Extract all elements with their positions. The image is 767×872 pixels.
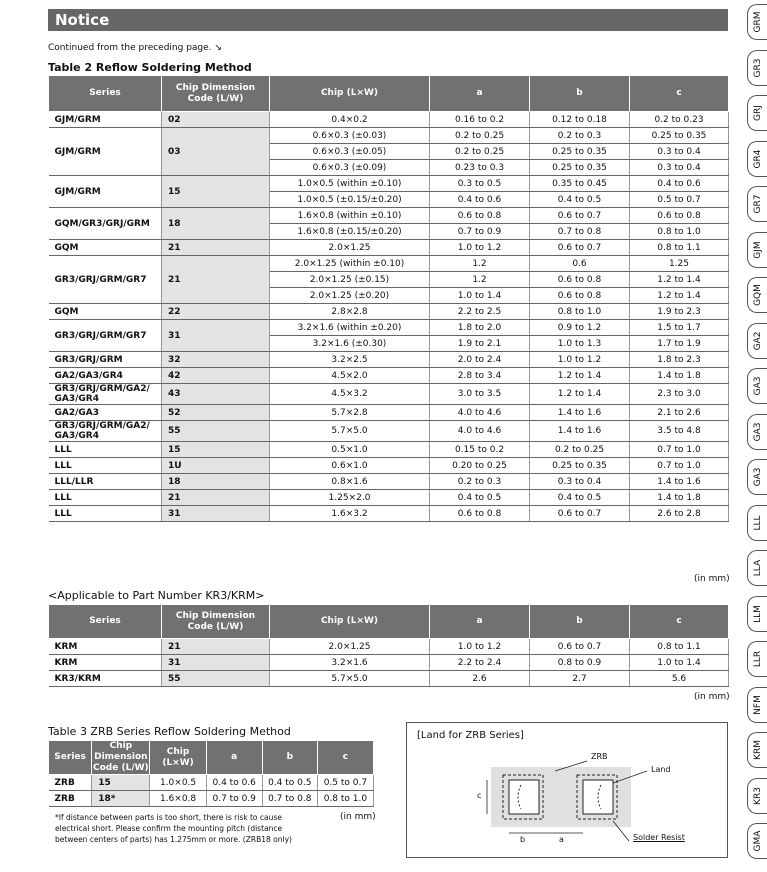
cell-chip: 3.2×1.6 (±0.30) <box>270 336 430 352</box>
zrb-label: ZRB <box>591 752 608 761</box>
side-tab[interactable] <box>747 50 767 86</box>
cell-chip: 1.0×0.5 (±0.15/±0.20) <box>270 192 430 208</box>
col-code: Chip Dimension Code (L/W) <box>162 76 270 112</box>
cell-c: 0.2 to 0.23 <box>630 112 729 128</box>
table-row <box>49 655 729 671</box>
cell-series: LLL <box>49 442 162 458</box>
pad-left <box>509 780 539 814</box>
cell-b: 1.0 to 1.3 <box>530 336 630 352</box>
cell-a: 0.23 to 0.3 <box>430 160 530 176</box>
table3-note: *If distance between parts is too short, there is risk to cause electrical short. Please confirm the mounting pitch (distance between centers of parts) has 1.275mm or more. (ZRB18 only) <box>55 813 292 844</box>
cell-chip: 0.6×0.3 (±0.09) <box>270 160 430 176</box>
cell-code: 21 <box>162 490 270 506</box>
cell-series: KR3/KRM <box>49 671 162 687</box>
cell-chip: 1.6×0.8 <box>150 791 206 807</box>
cell-code: 21 <box>162 639 270 655</box>
table-row <box>49 775 374 791</box>
cell-code: 42 <box>162 368 270 384</box>
col-code: Chip Dimension Code (L/W) <box>93 741 149 773</box>
cell-b: 0.6 to 0.7 <box>530 208 630 224</box>
cell-chip: 1.25×2.0 <box>270 490 430 506</box>
continued-note <box>48 43 222 53</box>
cell-code: 22 <box>162 304 270 320</box>
side-tab-label: KRM <box>752 740 763 760</box>
side-tab[interactable] <box>747 4 767 40</box>
cell-series: GR3/GRJ/GRM/GR7 <box>49 320 162 352</box>
dim-c-label: c <box>477 791 482 800</box>
arrow-down-right-icon: ↘ <box>214 43 222 53</box>
cell-series: ZRB <box>49 775 92 791</box>
cell-chip: 3.2×2.5 <box>270 352 430 368</box>
cell-b: 0.6 to 0.8 <box>530 288 630 304</box>
table-row <box>49 128 729 144</box>
cell-b: 0.6 to 0.7 <box>530 506 630 522</box>
cell-code: 31 <box>162 655 270 671</box>
col-b: b <box>530 76 630 112</box>
cell-chip: 4.5×3.2 <box>270 384 430 405</box>
cell-series: GA2/GA3/GR4 <box>49 368 162 384</box>
cell-c: 2.3 to 3.0 <box>630 384 729 405</box>
side-tab-label: GMA <box>752 830 763 852</box>
cell-code: 15 <box>162 442 270 458</box>
cell-c: 1.4 to 1.6 <box>630 474 729 490</box>
cell-series: GJM/GRM <box>49 176 162 208</box>
side-tab-label: GA2 <box>752 331 763 350</box>
cell-code: 21 <box>162 240 270 256</box>
cell-c: 1.25 <box>630 256 729 272</box>
cell-a: 0.3 to 0.5 <box>430 176 530 192</box>
cell-series: ZRB <box>49 791 92 807</box>
cell-a: 0.2 to 0.25 <box>430 128 530 144</box>
cell-b: 0.7 to 0.8 <box>262 791 317 807</box>
side-tab[interactable] <box>747 95 767 131</box>
cell-b: 0.25 to 0.35 <box>530 144 630 160</box>
side-tab-label: GQM <box>752 284 763 306</box>
cell-code: 32 <box>162 352 270 368</box>
cell-series: GJM/GRM <box>49 112 162 128</box>
cell-a: 0.16 to 0.2 <box>430 112 530 128</box>
side-tab-label: LLL <box>752 514 763 531</box>
cell-a: 2.6 <box>430 671 530 687</box>
col-chip: Chip (L×W) <box>270 605 430 639</box>
cell-chip: 2.0×1.25 (within ±0.10) <box>270 256 430 272</box>
table-row <box>49 474 729 490</box>
cell-code: 15 <box>162 176 270 208</box>
table-row <box>49 304 729 320</box>
cell-a: 2.0 to 2.4 <box>430 352 530 368</box>
side-tab-label: GRJ <box>752 105 763 121</box>
side-tab[interactable] <box>747 323 767 359</box>
cell-a: 1.2 <box>430 272 530 288</box>
cell-b: 0.4 to 0.5 <box>530 490 630 506</box>
cell-c: 0.5 to 0.7 <box>317 775 373 791</box>
cell-b: 0.25 to 0.35 <box>530 458 630 474</box>
cell-series: KRM <box>49 655 162 671</box>
cell-code: 31 <box>162 506 270 522</box>
cell-series: GQM <box>49 304 162 320</box>
table3-unit: (in mm) <box>340 812 376 822</box>
col-a: a <box>206 741 262 775</box>
side-tab[interactable] <box>747 550 767 586</box>
cell-b: 1.4 to 1.6 <box>530 421 630 442</box>
cell-chip: 0.6×0.3 (±0.05) <box>270 144 430 160</box>
side-tab[interactable] <box>747 823 767 859</box>
col-series: Series <box>49 76 162 112</box>
col-chip: Chip (L×W) <box>150 741 206 775</box>
col-a: a <box>430 76 530 112</box>
kr3-title: <Applicable to Part Number KR3/KRM> <box>48 589 265 602</box>
side-tab-label: GA3 <box>752 422 763 441</box>
table-row <box>49 506 729 522</box>
side-tab-label: GA3 <box>752 467 763 487</box>
cell-chip: 5.7×5.0 <box>270 671 430 687</box>
cell-c: 0.6 to 0.8 <box>630 208 729 224</box>
cell-c: 0.5 to 0.7 <box>630 192 729 208</box>
side-tab-label: GR4 <box>752 149 763 168</box>
side-tab-label: LLM <box>752 604 763 623</box>
cell-series: LLL <box>49 506 162 522</box>
cell-series: GR3/GRJ/GRM <box>49 352 162 368</box>
cell-chip: 1.0×0.5 <box>150 775 206 791</box>
cell-a: 0.2 to 0.3 <box>430 474 530 490</box>
table-row <box>49 256 729 272</box>
cell-c: 1.4 to 1.8 <box>630 368 729 384</box>
cell-c: 1.9 to 2.3 <box>630 304 729 320</box>
table-row <box>49 240 729 256</box>
table-row <box>49 368 729 384</box>
cell-a: 1.2 <box>430 256 530 272</box>
cell-a: 0.6 to 0.8 <box>430 506 530 522</box>
cell-b: 0.2 to 0.3 <box>530 128 630 144</box>
cell-code: 21 <box>162 256 270 304</box>
cell-c: 1.5 to 1.7 <box>630 320 729 336</box>
cell-a: 0.6 to 0.8 <box>430 208 530 224</box>
cell-c: 0.8 to 1.1 <box>630 240 729 256</box>
side-tab-label: GR7 <box>752 194 763 214</box>
cell-chip: 1.6×0.8 (within ±0.10) <box>270 208 430 224</box>
cell-b: 0.6 to 0.8 <box>530 272 630 288</box>
cell-c: 0.8 to 1.0 <box>630 224 729 240</box>
cell-chip: 2.0×1.25 (±0.15) <box>270 272 430 288</box>
side-tab[interactable] <box>747 368 767 404</box>
cell-chip: 5.7×2.8 <box>270 405 430 421</box>
side-tab-label: GJM <box>752 240 763 259</box>
cell-series: LLL <box>49 458 162 474</box>
cell-chip: 0.6×1.0 <box>270 458 430 474</box>
kr3-unit: (in mm) <box>694 692 730 702</box>
cell-a: 0.4 to 0.5 <box>430 490 530 506</box>
side-tab-label: LLA <box>752 559 763 577</box>
cell-chip: 2.8×2.8 <box>270 304 430 320</box>
side-tab[interactable] <box>747 277 767 313</box>
cell-a: 0.7 to 0.9 <box>206 791 262 807</box>
cell-c: 0.7 to 1.0 <box>630 442 729 458</box>
cell-b: 0.9 to 1.2 <box>530 320 630 336</box>
cell-code: 18* <box>92 791 150 807</box>
side-tab[interactable] <box>747 687 767 723</box>
table-row <box>49 791 374 807</box>
cell-b: 0.8 to 1.0 <box>530 304 630 320</box>
cell-a: 2.2 to 2.4 <box>430 655 530 671</box>
side-tab-label: GRM <box>752 11 763 33</box>
col-c: c <box>630 605 729 639</box>
cell-c: 1.2 to 1.4 <box>630 272 729 288</box>
table-row <box>49 421 729 442</box>
col-series: Series <box>49 605 162 639</box>
table-row <box>49 208 729 224</box>
cell-b: 0.8 to 0.9 <box>530 655 630 671</box>
dim-b-label: b <box>520 835 526 844</box>
col-b: b <box>530 605 630 639</box>
cell-c: 2.1 to 2.6 <box>630 405 729 421</box>
cell-a: 0.2 to 0.25 <box>430 144 530 160</box>
cell-chip: 0.4×0.2 <box>270 112 430 128</box>
side-tab[interactable] <box>747 641 767 677</box>
col-c: c <box>317 741 373 775</box>
land-diagram <box>406 722 728 858</box>
table3 <box>48 740 374 807</box>
cell-c: 0.3 to 0.4 <box>630 144 729 160</box>
cell-b: 2.7 <box>530 671 630 687</box>
cell-chip: 0.8×1.6 <box>270 474 430 490</box>
cell-a: 2.2 to 2.5 <box>430 304 530 320</box>
cell-series: GR3/GRJ/GRM/GR7 <box>49 256 162 304</box>
cell-b: 0.4 to 0.5 <box>262 775 317 791</box>
cell-a: 0.20 to 0.25 <box>430 458 530 474</box>
cell-c: 1.4 to 1.8 <box>630 490 729 506</box>
cell-a: 0.7 to 0.9 <box>430 224 530 240</box>
table2-unit: (in mm) <box>694 574 730 584</box>
table-row <box>49 458 729 474</box>
side-tab-label: KR3 <box>752 786 763 805</box>
cell-c: 1.0 to 1.4 <box>630 655 729 671</box>
cell-b: 0.6 to 0.7 <box>530 240 630 256</box>
side-tab-label: NFM <box>752 694 763 715</box>
table3-title: Table 3 ZRB Series Reflow Soldering Method <box>48 725 291 738</box>
kr3-table <box>48 604 729 687</box>
cell-chip: 1.6×0.8 (±0.15/±0.20) <box>270 224 430 240</box>
col-a: a <box>430 605 530 639</box>
dim-a-label: a <box>559 835 564 844</box>
cell-a: 0.4 to 0.6 <box>206 775 262 791</box>
cell-c: 5.6 <box>630 671 729 687</box>
cell-c: 0.25 to 0.35 <box>630 128 729 144</box>
col-chip: Chip (L×W) <box>270 76 430 112</box>
cell-c: 0.8 to 1.1 <box>630 639 729 655</box>
cell-b: 0.35 to 0.45 <box>530 176 630 192</box>
side-tab-label: GR3 <box>752 58 763 77</box>
cell-a: 1.0 to 1.4 <box>430 288 530 304</box>
table-row <box>49 384 729 405</box>
col-c: c <box>630 76 729 112</box>
cell-code: 52 <box>162 405 270 421</box>
table-row <box>49 176 729 192</box>
cell-a: 4.0 to 4.6 <box>430 405 530 421</box>
table-row <box>49 442 729 458</box>
side-tab[interactable] <box>747 141 767 177</box>
cell-chip: 2.0×1.25 (±0.20) <box>270 288 430 304</box>
cell-code: 31 <box>162 320 270 352</box>
cell-a: 0.4 to 0.6 <box>430 192 530 208</box>
cell-c: 0.8 to 1.0 <box>317 791 373 807</box>
cell-code: 03 <box>162 128 270 176</box>
side-tab-label: LLR <box>752 650 763 668</box>
cell-code: 55 <box>162 671 270 687</box>
cell-code: 55 <box>162 421 270 442</box>
cell-a: 4.0 to 4.6 <box>430 421 530 442</box>
cell-series: GQM/GR3/GRJ/GRM <box>49 208 162 240</box>
cell-b: 0.6 to 0.7 <box>530 639 630 655</box>
table-row <box>49 639 729 655</box>
cell-code: 1U <box>162 458 270 474</box>
table-row <box>49 490 729 506</box>
table2-title: Table 2 Reflow Soldering Method <box>48 61 252 74</box>
side-tab[interactable] <box>747 778 767 814</box>
cell-series: GA2/GA3 <box>49 405 162 421</box>
side-tab-label: GA3 <box>752 376 763 396</box>
side-tab[interactable] <box>747 596 767 632</box>
side-tab[interactable] <box>747 505 767 541</box>
cell-series: KRM <box>49 639 162 655</box>
table-row <box>49 320 729 336</box>
cell-chip: 0.5×1.0 <box>270 442 430 458</box>
table-row <box>49 671 729 687</box>
cell-b: 0.3 to 0.4 <box>530 474 630 490</box>
cell-chip: 2.0×1.25 <box>270 240 430 256</box>
cell-series: GQM <box>49 240 162 256</box>
cell-b: 0.2 to 0.25 <box>530 442 630 458</box>
cell-c: 2.6 to 2.8 <box>630 506 729 522</box>
cell-b: 1.4 to 1.6 <box>530 405 630 421</box>
cell-series: GR3/GRJ/GRM/GA2/ GA3/GR4 <box>49 384 162 405</box>
land-label: Land <box>651 765 671 774</box>
cell-c: 0.3 to 0.4 <box>630 160 729 176</box>
cell-series: LLL/LLR <box>49 474 162 490</box>
table-row <box>49 405 729 421</box>
cell-a: 1.9 to 2.1 <box>430 336 530 352</box>
cell-a: 2.8 to 3.4 <box>430 368 530 384</box>
notice-header: Notice <box>48 9 728 31</box>
cell-code: 18 <box>162 208 270 240</box>
side-tab[interactable] <box>747 232 767 268</box>
cell-c: 0.4 to 0.6 <box>630 176 729 192</box>
cell-code: 15 <box>92 775 150 791</box>
cell-c: 1.8 to 2.3 <box>630 352 729 368</box>
continued-text: Continued from the preceding page. <box>48 43 212 53</box>
cell-c: 0.7 to 1.0 <box>630 458 729 474</box>
cell-b: 1.2 to 1.4 <box>530 384 630 405</box>
cell-c: 3.5 to 4.8 <box>630 421 729 442</box>
cell-chip: 1.0×0.5 (within ±0.10) <box>270 176 430 192</box>
cell-series: GJM/GRM <box>49 128 162 176</box>
cell-a: 0.15 to 0.2 <box>430 442 530 458</box>
cell-b: 1.0 to 1.2 <box>530 352 630 368</box>
cell-a: 1.0 to 1.2 <box>430 639 530 655</box>
cell-chip: 3.2×1.6 (within ±0.20) <box>270 320 430 336</box>
cell-code: 43 <box>162 384 270 405</box>
cell-a: 3.0 to 3.5 <box>430 384 530 405</box>
cell-b: 0.6 <box>530 256 630 272</box>
side-tab[interactable] <box>747 414 767 450</box>
col-b: b <box>262 741 317 775</box>
cell-chip: 1.6×3.2 <box>270 506 430 522</box>
col-code: Chip Dimension Code (L/W) <box>162 605 270 639</box>
solder-resist-label: Solder Resist <box>633 833 685 842</box>
land-title: [Land for ZRB Series] <box>417 730 524 741</box>
cell-c: 1.7 to 1.9 <box>630 336 729 352</box>
cell-code: 18 <box>162 474 270 490</box>
cell-chip: 2.0×1.25 <box>270 639 430 655</box>
cell-code: 02 <box>162 112 270 128</box>
cell-chip: 4.5×2.0 <box>270 368 430 384</box>
cell-b: 0.12 to 0.18 <box>530 112 630 128</box>
cell-b: 0.25 to 0.35 <box>530 160 630 176</box>
cell-a: 1.0 to 1.2 <box>430 240 530 256</box>
side-tab[interactable] <box>747 186 767 222</box>
table2 <box>48 75 729 522</box>
cell-b: 0.4 to 0.5 <box>530 192 630 208</box>
cell-b: 0.7 to 0.8 <box>530 224 630 240</box>
cell-series: GR3/GRJ/GRM/GA2/ GA3/GR4 <box>49 421 162 442</box>
cell-chip: 5.7×5.0 <box>270 421 430 442</box>
cell-series: LLL <box>49 490 162 506</box>
cell-a: 1.8 to 2.0 <box>430 320 530 336</box>
side-tab[interactable] <box>747 459 767 495</box>
side-tab[interactable] <box>747 732 767 768</box>
cell-b: 1.2 to 1.4 <box>530 368 630 384</box>
col-series: Series <box>49 741 92 775</box>
table-row <box>49 352 729 368</box>
table-row <box>49 112 729 128</box>
cell-chip: 0.6×0.3 (±0.03) <box>270 128 430 144</box>
cell-chip: 3.2×1.6 <box>270 655 430 671</box>
cell-c: 1.2 to 1.4 <box>630 288 729 304</box>
